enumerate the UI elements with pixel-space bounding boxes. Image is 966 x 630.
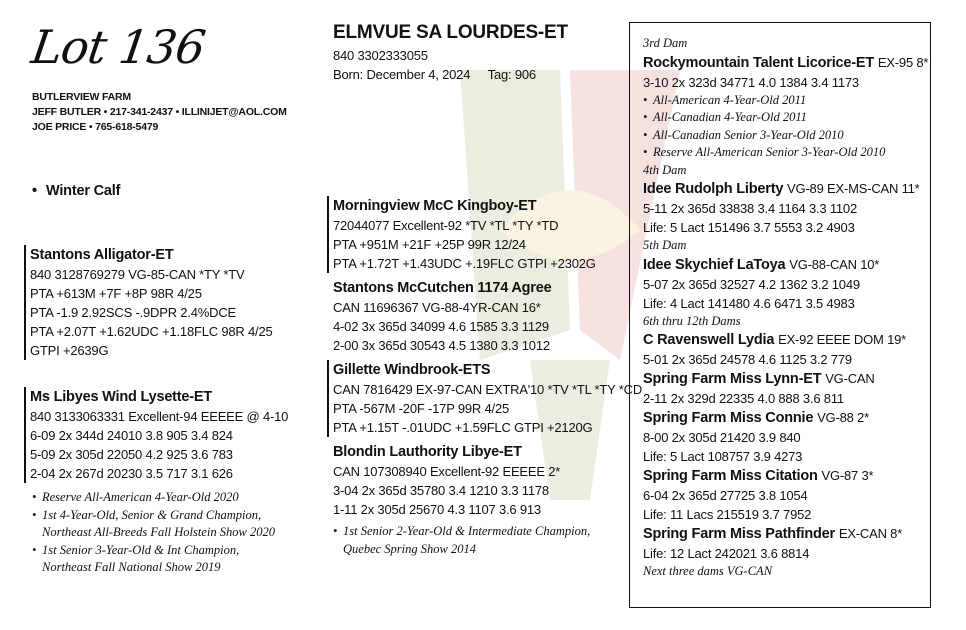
maternal-grandsire-line: PTA +1.15T -.01UDC +1.59FLC GTPI +2120G — [333, 420, 593, 435]
later-dam-name: Spring Farm Miss Lynn-ET VG-CAN — [643, 371, 875, 387]
dam-honors — [32, 489, 275, 577]
dam-lineage-box — [629, 22, 931, 608]
bullet-icon: • — [32, 507, 37, 522]
animal-tag: Tag: 906 — [487, 67, 536, 82]
sire-line: PTA +613M +7F +8P 98R 4/25 — [30, 286, 202, 301]
third-dam-honor: • Reserve All-American Senior 3-Year-Old 2010 — [643, 144, 928, 162]
fourth-dam-name: Idee Rudolph Liberty VG-89 EX-MS-CAN 11* — [643, 181, 920, 197]
maternal-granddam-line: CAN 107308940 Excellent-92 EEEEE 2* — [333, 464, 561, 479]
maternal-granddam-honor: • 1st Senior 2-Year-Old & Intermediate Champion, — [333, 523, 590, 541]
dam-block — [24, 387, 288, 483]
dam-name: Ms Libyes Wind Lysette-ET — [30, 389, 213, 405]
dam-line: 840 3133063331 Excellent-94 EEEEE @ 4-10 — [30, 409, 289, 424]
granddam-name: Stantons McCutchen 1174 Agree — [333, 280, 552, 296]
dam-line: 2-04 2x 267d 20230 3.5 717 3.1 626 — [30, 466, 233, 481]
later-dam-line: Life: 12 Lact 242021 3.6 8814 — [643, 546, 810, 561]
third-dam-honor: • All-Canadian Senior 3-Year-Old 2010 — [643, 127, 928, 145]
fifth-dam-line: 5-07 2x 365d 32527 4.2 1362 3.2 1049 — [643, 276, 860, 292]
farm-contact-line2: JOE PRICE • 765-618-5479 — [32, 121, 159, 133]
later-dams-label: 6th thru 12th Dams — [643, 313, 741, 328]
animal-born-tag — [333, 65, 568, 84]
farm-name: BUTLERVIEW FARM — [32, 91, 131, 103]
fifth-dam-name: Idee Skychief LaToya VG-88-CAN 10* — [643, 256, 880, 273]
fourth-dam-line: Life: 5 Lact 151496 3.7 5553 3.2 4903 — [643, 220, 855, 235]
grandsire-line: PTA +951M +21F +25P 99R 12/24 — [333, 237, 526, 252]
fifth-dam-label: 5th Dam — [643, 238, 687, 252]
maternal-granddam-line: 3-04 2x 365d 35780 3.4 1210 3.3 1178 — [333, 483, 549, 498]
dam-honor-cont: Northeast Fall National Show 2019 — [42, 560, 221, 574]
dam-line: 5-09 2x 305d 22050 4.2 925 3.6 783 — [30, 447, 233, 462]
animal-name: ELMVUE SA LOURDES-ET — [333, 22, 568, 43]
granddam-line: CAN 11696367 VG-88-4YR-CAN 16* — [333, 300, 541, 315]
fourth-dam-label: 4th Dam — [643, 162, 687, 177]
later-dam-line: 5-01 2x 365d 24578 4.6 1125 3.2 779 — [643, 352, 852, 367]
later-dam-line: Life: 11 Lacs 215519 3.7 7952 — [643, 507, 812, 522]
bullet-icon: • — [32, 490, 37, 504]
fourth-dam-line: 5-11 2x 365d 33838 3.4 1164 3.3 1102 — [643, 201, 857, 216]
later-dam-line: 2-11 2x 329d 22335 4.0 888 3.6 811 — [643, 391, 844, 406]
later-dam-name: C Ravenswell Lydia EX-92 EEEE DOM 19* — [643, 332, 906, 348]
maternal-grandsire-name: Gillette Windbrook-ETS — [333, 362, 491, 378]
sire-line: GTPI +2639G — [30, 343, 109, 358]
later-dam-line: 6-04 2x 365d 27725 3.8 1054 — [643, 488, 808, 503]
paternal-granddam-block — [333, 278, 551, 355]
grandsire-line: PTA +1.72T +1.43UDC +.19FLC GTPI +2302G — [333, 256, 596, 271]
bullet-icon: • — [643, 127, 648, 142]
third-dam-honor: • All-Canadian 4-Year-Old 2011 — [643, 109, 928, 127]
dam-honor: • Reserve All-American 4-Year-Old 2020 — [32, 489, 275, 507]
animal-born: Born: December 4, 2024 — [333, 67, 471, 82]
maternal-granddam-honor-cont: Quebec Spring Show 2014 — [343, 541, 476, 556]
bullet-icon: • — [32, 183, 37, 199]
grandsire-name: Morningview McC Kingboy-ET — [333, 198, 537, 214]
bullet-icon: • — [643, 110, 648, 124]
sire-line: PTA -1.9 2.92SCS -.9DPR 2.4%DCE — [30, 305, 236, 320]
farm-contact-line1: JEFF BUTLER • 217-341-2437 • ILLINIJET@AOL.COM — [32, 106, 287, 118]
box-footer-note: Next three dams VG-CAN — [643, 564, 773, 578]
animal-registration: 840 3302333055 — [333, 48, 428, 63]
sire-name: Stantons Alligator-ET — [30, 247, 174, 263]
third-dam-name: Rockymountain Talent Licorice-ET EX-95 8* — [643, 54, 929, 71]
bullet-icon: • — [643, 92, 648, 107]
later-dam-name: Spring Farm Miss Pathfinder EX-CAN 8* — [643, 526, 903, 542]
animal-header — [333, 22, 568, 84]
maternal-granddam-block — [333, 442, 590, 558]
third-dam-honor: • All-American 4-Year-Old 2011 — [643, 92, 928, 110]
lot-number: Lot 136 — [28, 20, 208, 74]
sire-block — [24, 245, 273, 360]
granddam-line: 4-02 3x 365d 34099 4.6 1585 3.3 1129 — [333, 319, 549, 334]
dam-honor-cont: Northeast All-Breeds Fall Holstein Show 2020 — [42, 525, 275, 539]
farm-contact — [32, 90, 287, 135]
dam-honor: • 1st Senior 3-Year-Old & Int Champion, — [32, 542, 275, 560]
maternal-granddam-name: Blondin Lauthority Libye-ET — [333, 444, 522, 460]
sire-line: 840 3128769279 VG-85-CAN *TY *TV — [30, 267, 245, 282]
maternal-grandsire-line: CAN 7816429 EX-97-CAN EXTRA'10 *TV *TL *TY *CD — [333, 382, 643, 397]
third-dam-line: 3-10 2x 323d 34771 4.0 1384 3.4 1173 — [643, 74, 859, 90]
bullet-icon: • — [333, 524, 338, 538]
later-dam-line: 8-00 2x 305d 21420 3.9 840 — [643, 430, 801, 445]
bullet-icon: • — [32, 542, 37, 557]
dam-line: 6-09 2x 344d 24010 3.8 905 3.4 824 — [30, 428, 233, 443]
third-dam-label: 3rd Dam — [643, 36, 688, 50]
grandsire-line: 72044077 Excellent-92 *TV *TL *TY *TD — [333, 218, 559, 233]
later-dam-name: Spring Farm Miss Citation VG-87 3* — [643, 468, 874, 484]
sire-line: PTA +2.07T +1.62UDC +1.18FLC 98R 4/25 — [30, 324, 273, 339]
later-dam-name: Spring Farm Miss Connie VG-88 2* — [643, 410, 869, 426]
paternal-grandsire-block — [327, 196, 596, 273]
calf-class — [32, 181, 120, 201]
calf-class-label: Winter Calf — [46, 183, 121, 199]
granddam-line: 2-00 3x 365d 30543 4.5 1380 3.3 1012 — [333, 338, 550, 353]
maternal-grandsire-block — [327, 360, 642, 437]
maternal-grandsire-line: PTA -567M -20F -17P 99R 4/25 — [333, 401, 510, 416]
dam-honor: • 1st 4-Year-Old, Senior & Grand Champion, — [32, 507, 275, 525]
maternal-granddam-line: 1-11 2x 305d 25670 4.3 1107 3.6 913 — [333, 502, 541, 517]
bullet-icon: • — [643, 145, 648, 159]
fifth-dam-line: Life: 4 Lact 141480 4.6 6471 3.5 4983 — [643, 295, 855, 311]
later-dam-line: Life: 5 Lact 108757 3.9 4273 — [643, 449, 803, 464]
